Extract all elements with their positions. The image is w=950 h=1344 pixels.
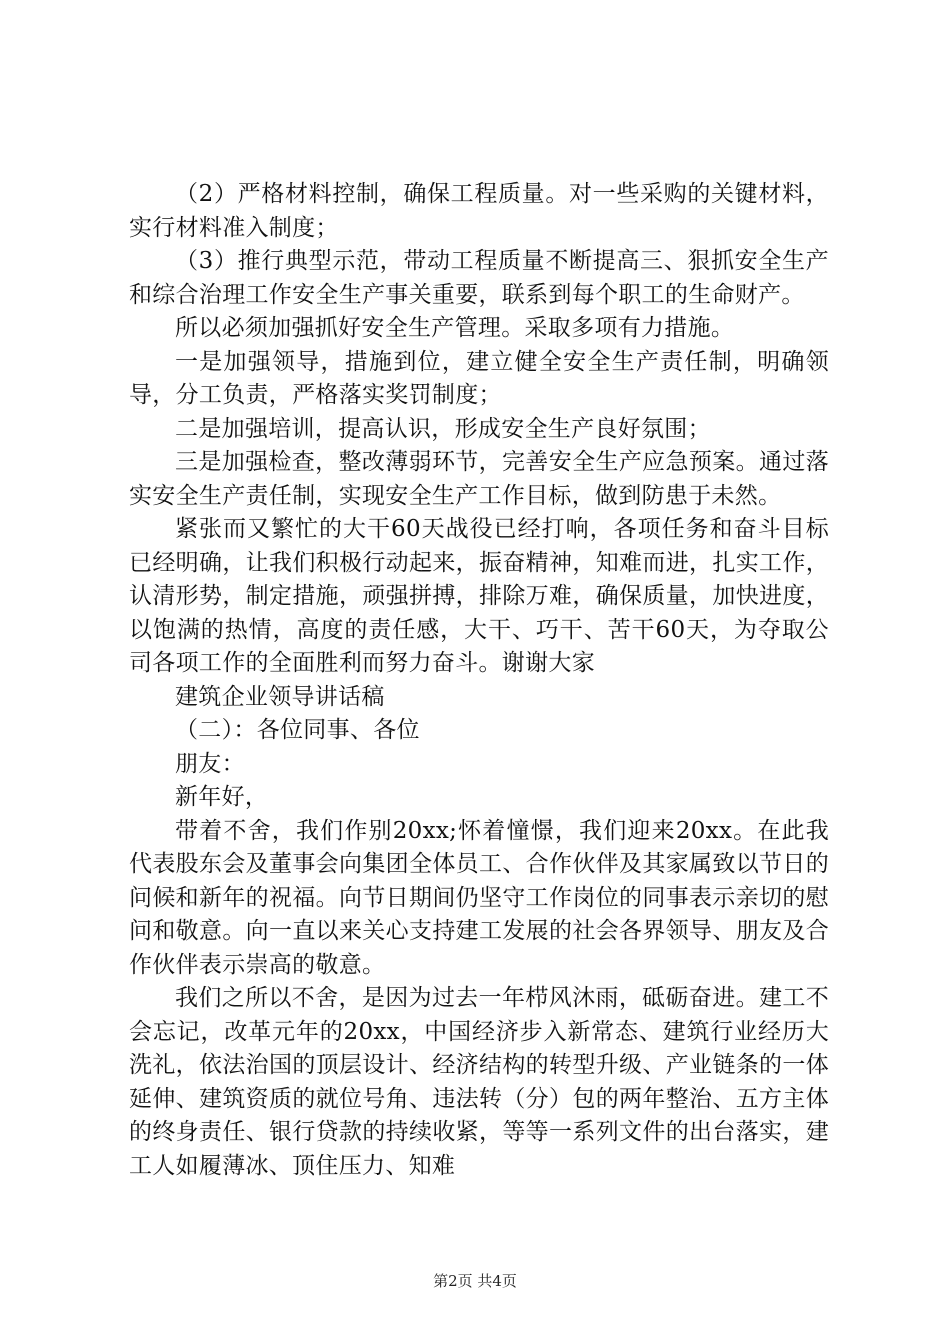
paragraph-2: （3）推行典型示范，带动工程质量不断提高三、狠抓安全生产和综合治理工作安全生产事关重要，联系到每个职工的生命财产。 [129, 248, 829, 308]
paragraph-1: （2）严格材料控制，确保工程质量。对一些采购的关键材料，实行材料准入制度； [129, 181, 829, 241]
paragraph-5: 二是加强培训，提高认识，形成安全生产良好氛围； [175, 415, 711, 442]
page-number-footer: 第2页 共4页 [433, 1272, 517, 1290]
paragraph-9: 我们之所以不舍，是因为过去一年栉风沐雨，砥砺奋进。建工不会忘记，改革元年的20xx，中国经济步入新常态、建筑行业经历大洗礼，依法治国的顶层设计、经济结构的转型升级、产业链条的一体延伸、建筑资质的就位号角、违法转（分）包的两年整治、五方主体的终身责任、银行贷款的持续收紧，等等一系列文件的出台落实，建工人如履薄冰、顶住压力、知难 [129, 985, 829, 1179]
greeting: 新年好， [175, 784, 269, 810]
paragraph-7: 紧张而又繁忙的大干60天战役已经打响，各项任务和奋斗目标已经明确，让我们积极行动起来，振奋精神，知难而进，扎实工作，认清形势，制定措施，顽强拼搏，排除万难，确保质量，加快进度，以饱满的热情，高度的责任感，大干、巧干、苦干60天，为夺取公司各项工作的全面胜利而努力奋斗。谢谢大家 [129, 516, 829, 676]
salutation-line-1: （二）：各位同事、各位 [175, 717, 420, 743]
paragraph-4: 一是加强领导，措施到位，建立健全安全生产责任制，明确领导，分工负责，严格落实奖罚制度； [129, 348, 829, 408]
paragraph-3: 所以必须加强抓好安全生产管理。采取多项有力措施。 [175, 315, 735, 341]
salutation-line-2: 朋友： [175, 750, 245, 777]
paragraph-6: 三是加强检查，整改薄弱环节，完善安全生产应急预案。通过落实安全生产责任制，实现安全生产工作目标，做到防患于未然。 [129, 449, 829, 509]
paragraph-8: 带着不舍，我们作别20xx;怀着憧憬，我们迎来20xx。在此我代表股东会及董事会向集团全体员工、合作伙伴及其家属致以节日的问候和新年的祝福。向节日期间仍坚守工作岗位的同事表示亲切的慰问和敬意。向一直以来关心支持建工发展的社会各界领导、朋友及合作伙伴表示崇高的敬意。 [129, 817, 829, 978]
body-text [129, 178, 829, 1183]
section-title: 建筑企业领导讲话稿 [175, 683, 385, 710]
